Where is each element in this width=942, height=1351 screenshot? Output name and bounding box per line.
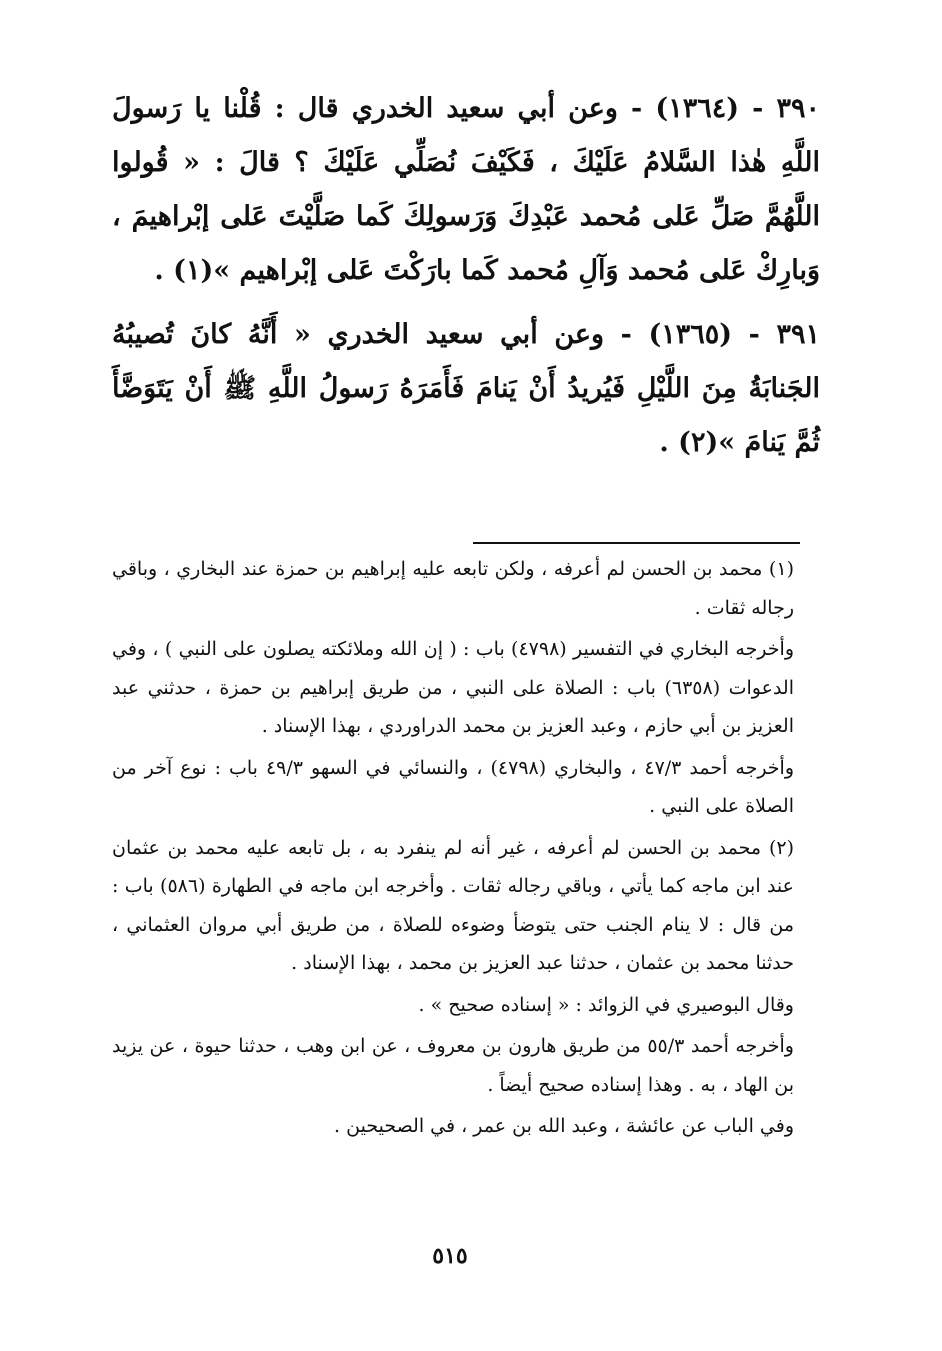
hadith-end: . <box>659 427 679 458</box>
footnote-paragraph: وفي الباب عن عائشة ، وعبد الله بن عمر ، في الصحيحين . <box>334 1115 794 1137</box>
footnote-ref: (١) <box>173 255 214 286</box>
hadith-intro: - وعن أبي سعيد الخدري <box>327 319 632 350</box>
footnote-paragraph: وأخرجه أحمد ٤٧/٣ ، والبخاري (٤٧٩٨) ، والنسائي في السهو ٤٩/٣ باب : نوع آخر من الصلاة على النبي . <box>112 756 795 817</box>
footnotes <box>112 550 820 1149</box>
main-text <box>112 82 820 480</box>
page-number: ٥١٥ <box>432 1243 468 1269</box>
hadith-quote: « أَنَّهُ كانَ تُصيبُهُ الجَنابَةُ مِنَ اللَّيْلِ فَيُريدُ أَنْ يَنامَ فَأَمَرَهُ رَسولُ اللَّهِ ﷺ أَنْ يَتَوَضَّأَ ثُمَّ يَنامَ » <box>112 319 820 458</box>
footnote-divider <box>473 542 800 544</box>
hadith-end: . <box>154 255 174 286</box>
hadith-391 <box>112 308 820 470</box>
hadith-intro: - وعن أبي سعيد الخدري قال : قُلْنا يا رَسولَ اللَّهِ هٰذا السَّلامُ عَلَيْكَ ، فَكَيْفَ نُصَلِّي عَلَيْكَ ؟ قالَ : <box>112 93 820 178</box>
hadith-number: ٣٩١ - (١٣٦٥) <box>648 319 820 350</box>
footnote-paragraph: وأخرجه أحمد ٥٥/٣ من طريق هارون بن معروف ، عن ابن وهب ، حدثنا حيوة ، عن يزيد بن الهاد ، به . وهذا إسناده صحيح أيضاً . <box>112 1035 794 1096</box>
footnote-paragraph: (٢) محمد بن الحسن لم أعرفه ، غير أنه لم ينفرد به ، بل تابعه عليه محمد بن عثمان عند ابن ماجه كما يأتي ، وباقي رجاله ثقات . وأخرجه ابن ماجه في الطهارة (٥٨٦) باب : من قال : لا ينام الجنب حتى يتوضأ وضوءه للصلاة ، من طريق أبي مروان العثماني ، حدثنا محمد بن عثمان ، حدثنا عبد العزيز بن محمد ، بهذا الإسناد . <box>112 836 794 974</box>
hadith-number: ٣٩٠ - (١٣٦٤) <box>655 93 821 124</box>
footnote-ref: (٢) <box>678 427 719 458</box>
footnote-paragraph: وقال البوصيري في الزوائد : « إسناده صحيح » . <box>418 993 794 1016</box>
footnote-paragraph: (١) محمد بن الحسن لم أعرفه ، ولكن تابعه عليه إبراهيم بن حمزة عند البخاري ، وباقي رجاله ثقات . <box>112 558 794 619</box>
footnote-paragraph: وأخرجه البخاري في التفسير (٤٧٩٨) باب : ( إن الله وملائكته يصلون على النبي ) ، وفي الدعوات (٦٣٥٨) باب : الصلاة على النبي ، من طريق إبراهيم بن حمزة ، حدثني عبد العزيز بن أبي حازم ، وعبد العزيز بن محمد الدراوردي ، بهذا الإسناد . <box>112 638 794 737</box>
hadith-390 <box>112 82 820 298</box>
hadith-quote: « قُولوا اللَّهُمَّ صَلِّ عَلى مُحمد عَبْدِكَ وَرَسولِكَ كَما صَلَّيْتَ عَلى إبْراهيمَ ، وَبارِكْ عَلى مُحمد وَآلِ مُحمد كَما بارَكْتَ عَلى إبْراهيم » <box>112 147 820 286</box>
